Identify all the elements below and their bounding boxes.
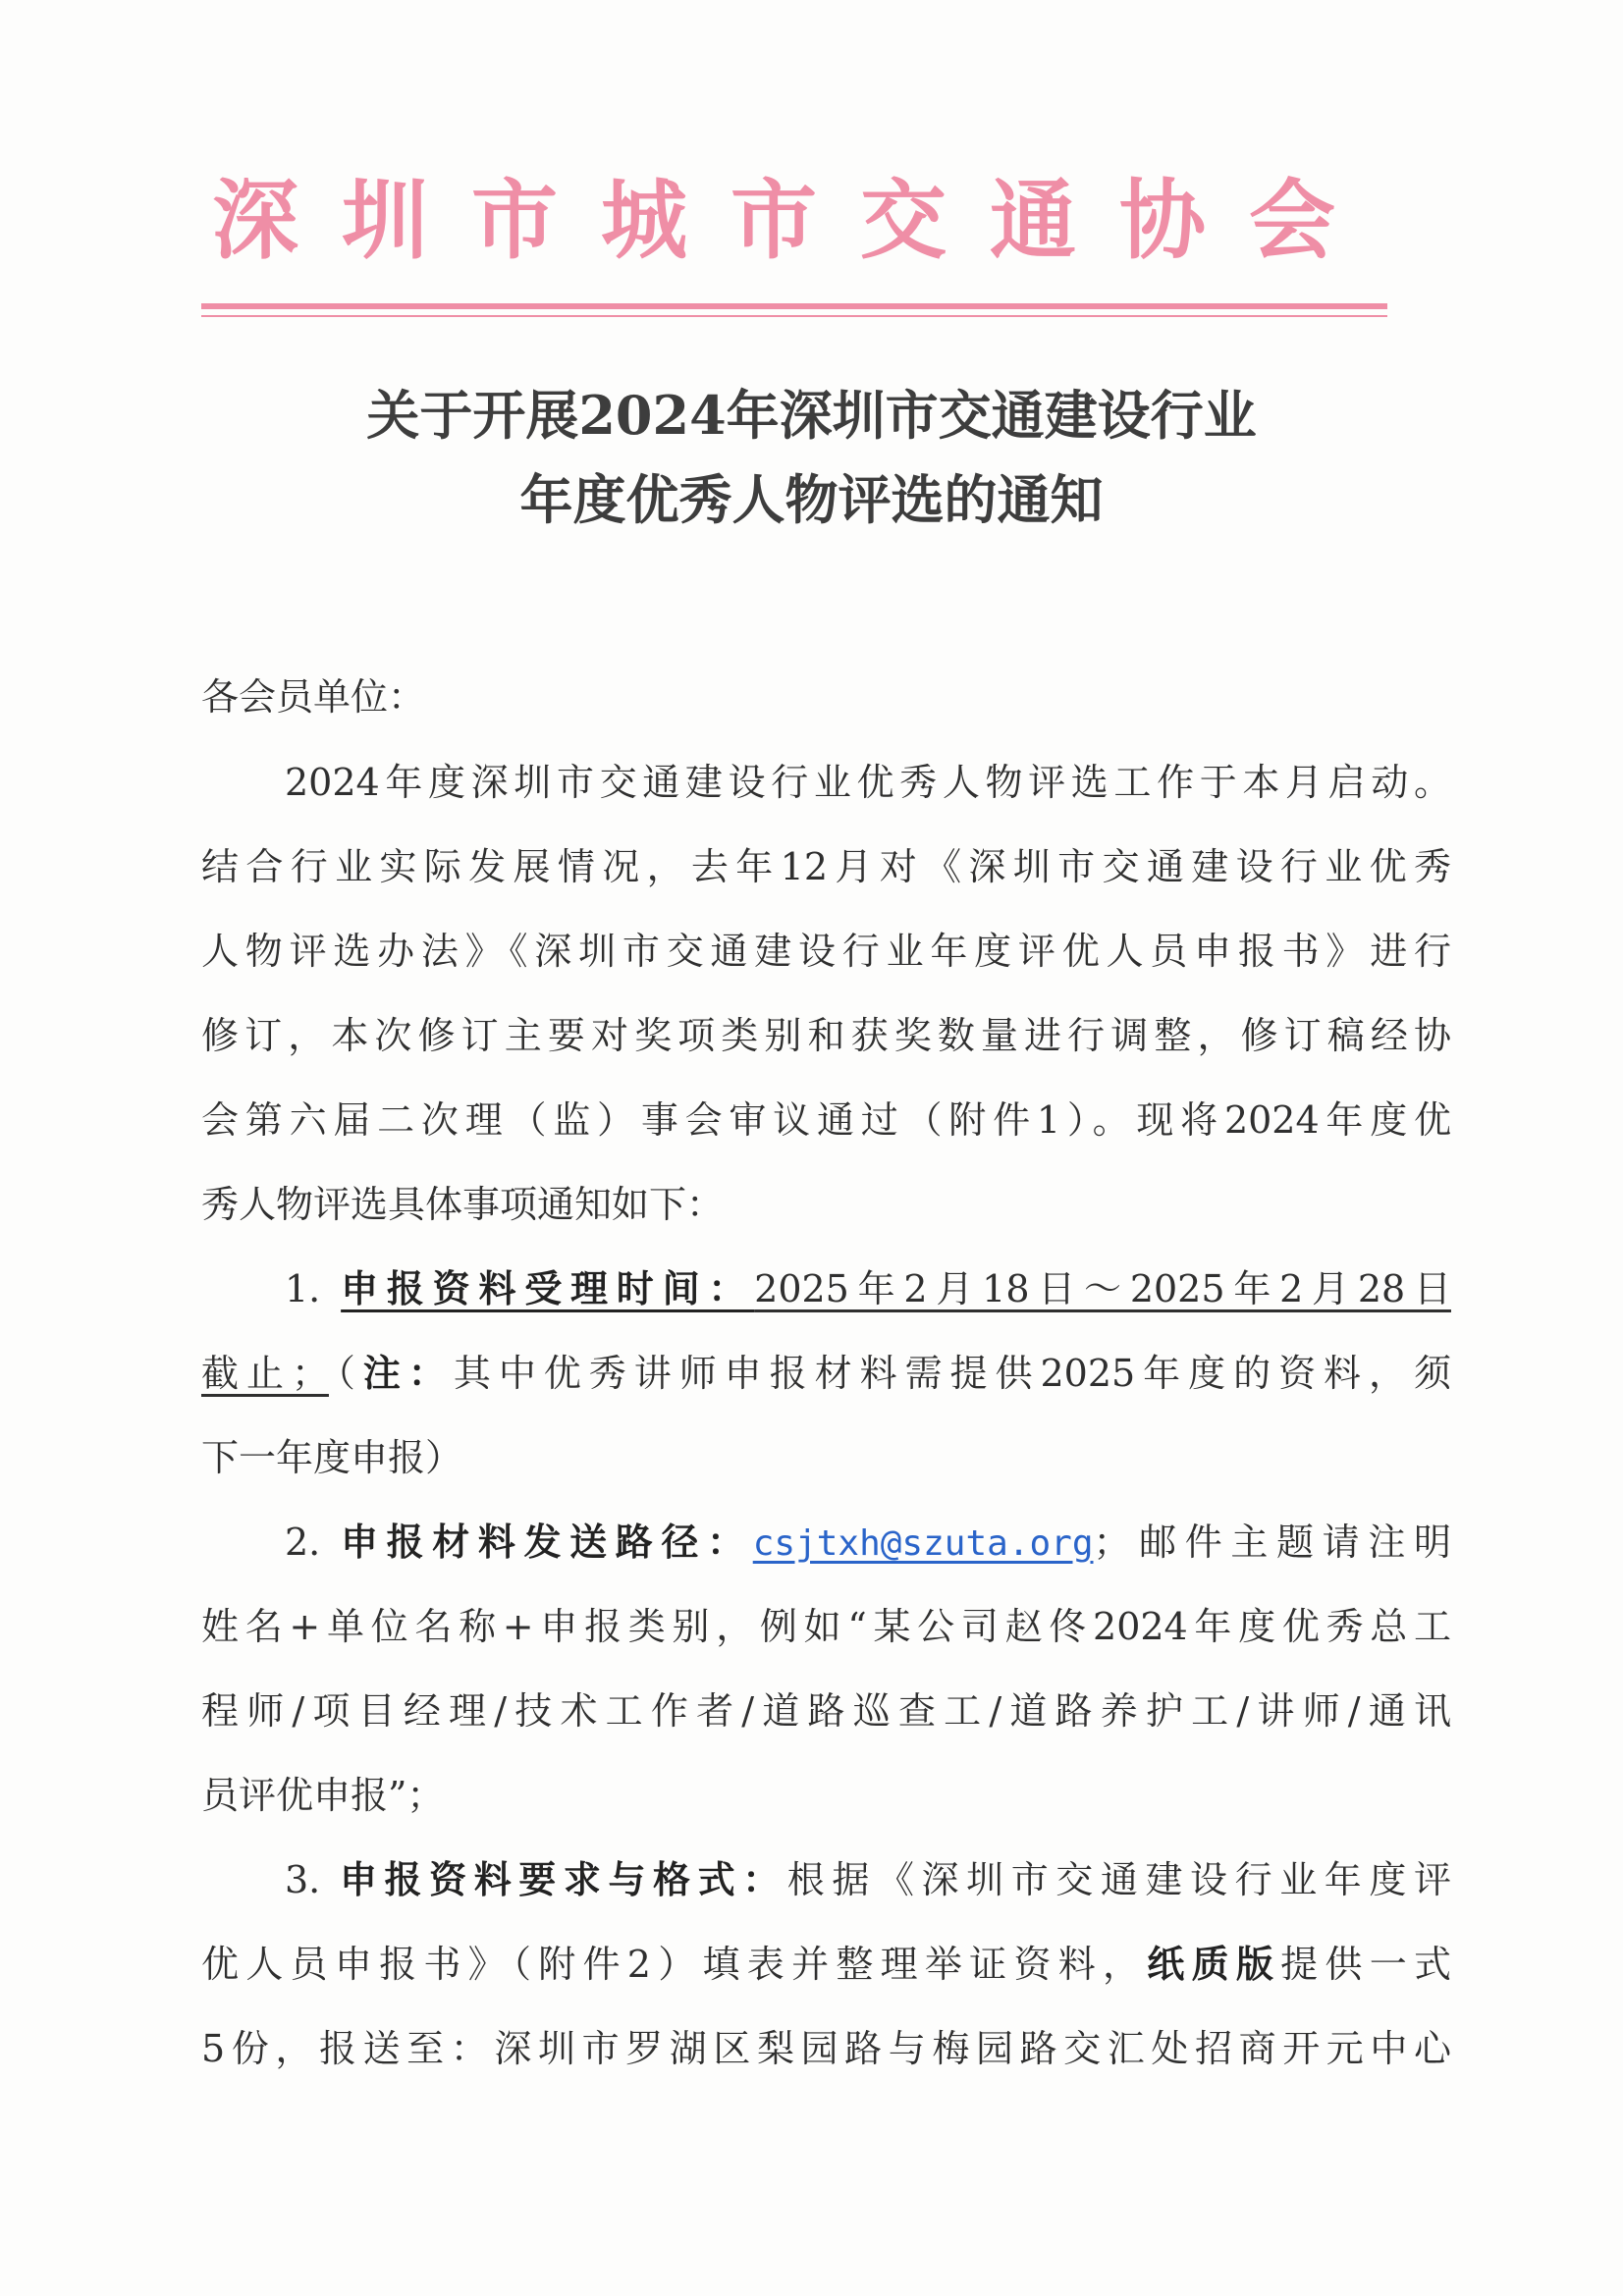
item-1-note-label: 注： [362, 1351, 454, 1395]
item-2-line-2: 姓名+单位名称+申报类别，例如“某公司赵佟2024年度优秀总工 [201, 1605, 1451, 1648]
item-2-line-4: 员评优申报”； [201, 1774, 445, 1817]
intro-line-6: 秀人物评选具体事项通知如下： [201, 1183, 725, 1226]
item-1-line-1 [285, 1259, 1451, 1318]
letterhead-org-name: 深圳市城市交通协会 [211, 170, 1379, 271]
item-1-deadline: 截止； [201, 1352, 329, 1395]
item-1-note-open: （ [328, 1352, 363, 1395]
item-1-line-2 [201, 1344, 1451, 1403]
intro-line-1: 2024年度深圳市交通建设行业优秀人物评选工作于本月启动。 [285, 761, 1451, 804]
item-2-after-email: ；邮件主题请注明 [1093, 1521, 1451, 1564]
letterhead-rule-thin [201, 315, 1387, 317]
item-3-line-2-text: 优人员申报书》（附件2）填表并整理举证资料， [201, 1943, 1148, 1986]
item-3-line-2-end: 提供一式 [1280, 1943, 1451, 1986]
item-3-paper-version: 纸质版 [1147, 1942, 1281, 1986]
item-3-number: 3. [285, 1858, 321, 1901]
item-3-heading: 申报资料要求与格式： [339, 1857, 787, 1901]
intro-line-5: 会第六届二次理（监）事会审议通过（附件1）。现将2024年度优 [201, 1098, 1451, 1142]
salutation: 各会员单位： [201, 675, 426, 719]
notice-title-line-2: 年度优秀人物评选的通知 [519, 468, 1104, 531]
letterhead-rule-thick [201, 303, 1387, 309]
item-1-number: 1. [285, 1267, 321, 1310]
item-3-line-1 [285, 1850, 1451, 1909]
item-1-note-text: 其中优秀讲师申报材料需提供2025年度的资料，须 [453, 1352, 1451, 1395]
item-2-heading: 申报材料发送路径： [340, 1520, 753, 1564]
intro-line-4: 修订，本次修订主要对奖项类别和获奖数量进行调整，修订稿经协 [201, 1014, 1451, 1057]
item-1-time: 2025年2月18日～2025年2月28日 [754, 1267, 1451, 1310]
item-3-line-1-text: 根据《深圳市交通建设行业年度评 [786, 1858, 1451, 1901]
item-2-number: 2. [285, 1521, 321, 1564]
item-1-line-3: 下一年度申报） [201, 1436, 463, 1479]
item-2-line-1 [285, 1513, 1451, 1574]
item-3-line-3: 5份，报送至：深圳市罗湖区梨园路与梅园路交汇处招商开元中心 [201, 2027, 1451, 2070]
intro-line-2: 结合行业实际发展情况，去年12月对《深圳市交通建设行业优秀 [201, 845, 1451, 888]
item-2-line-3: 程师/项目经理/技术工作者/道路巡查工/道路养护工/讲师/通讯 [201, 1689, 1451, 1733]
item-3-line-2 [201, 1935, 1451, 1994]
intro-line-3: 人物评选办法》《深圳市交通建设行业年度评优人员申报书》进行 [201, 930, 1451, 973]
item-1-heading: 申报资料受理时间： [341, 1266, 755, 1310]
item-2-email-link[interactable]: csjtxh@szuta.org [752, 1523, 1094, 1564]
notice-title-line-1: 关于开展2024年深圳市交通建设行业 [366, 384, 1257, 447]
